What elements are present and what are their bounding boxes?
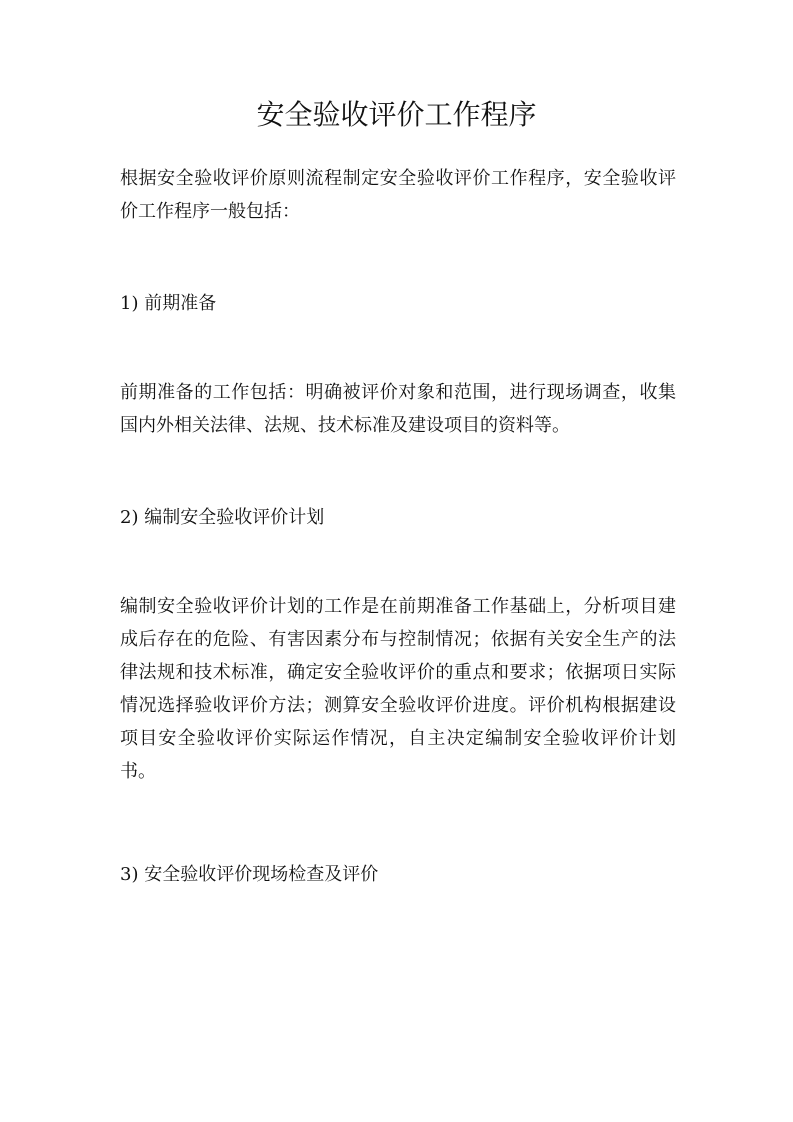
section-heading-2: 2) 编制安全验收评价计划 bbox=[120, 507, 325, 528]
section-body-2: 编制安全验收评价计划的工作是在前期准备工作基础上，分析项目建成后存在的危险、有害因素分布与控制情况；依据有关安全生产的法律法规和技术标准，确定安全验收评价的重点和要求；依据项日实际情况选择验收评价方法；测算安全验收评价进度。评价机构根据建设项目安全验收评价实际运作情况，自主决定编制安全验收评价计划书。 bbox=[120, 596, 676, 782]
document-title: 安全验收评价工作程序 bbox=[256, 98, 537, 131]
section-heading-3: 3) 安全验收评价现场检查及评价 bbox=[120, 864, 379, 885]
section-heading-1: 1) 前期准备 bbox=[120, 293, 217, 314]
intro-paragraph: 根据安全验收评价原则流程制定安全验收评价工作程序，安全验收评价工作程序一般包括： bbox=[120, 168, 676, 222]
section-body-1: 前期准备的工作包括：明确被评价对象和范围，进行现场调查，收集国内外相关法律、法规、技术标准及建设项目的资料等。 bbox=[120, 382, 676, 436]
